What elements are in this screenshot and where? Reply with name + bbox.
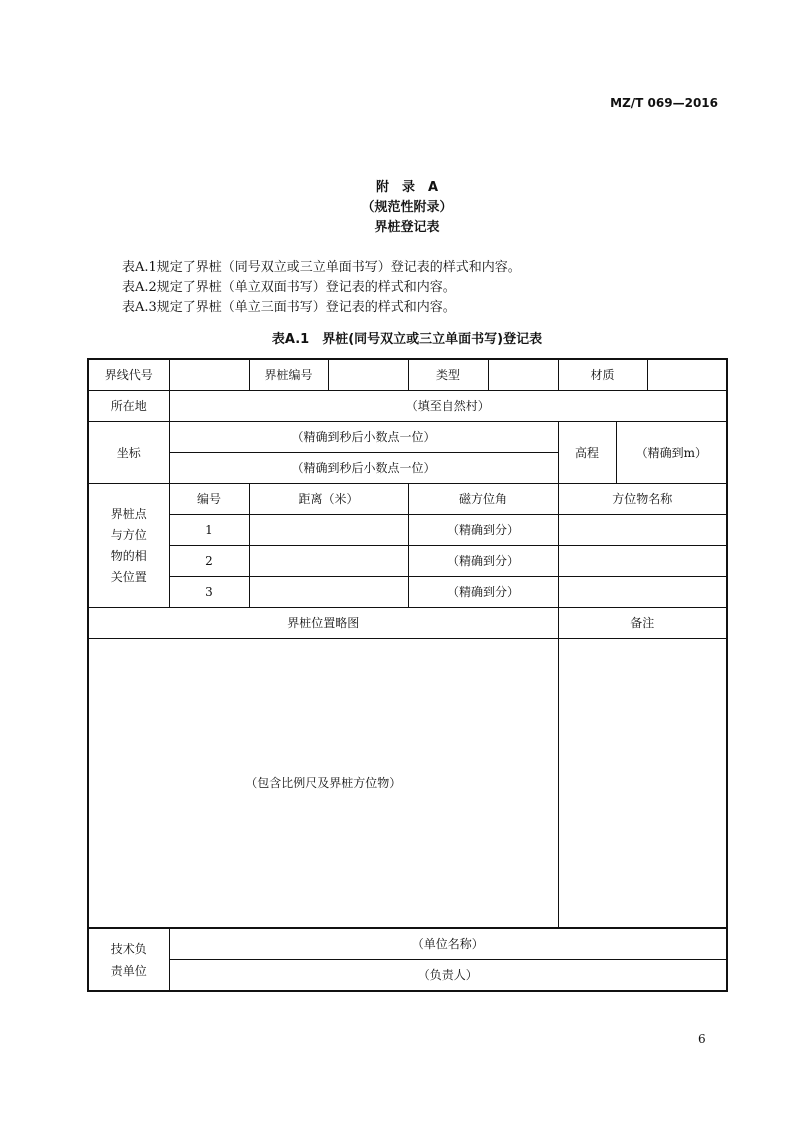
label-type: 类型 [408, 359, 488, 391]
appendix-title: 附 录 A [375, 180, 439, 195]
ref-name-cell[interactable] [558, 515, 727, 546]
marker-no-cell[interactable] [328, 359, 408, 391]
label-remark: 备注 [558, 608, 727, 639]
location-cell[interactable]: （填至自然村） [169, 391, 727, 422]
standard-code: MZ/T 069—2016 [610, 96, 718, 110]
page-number: 6 [698, 1032, 706, 1046]
paragraph: 表A.3规定了界桩（单立三面书写）登记表的样式和内容。 [122, 300, 456, 315]
boundary-code-cell[interactable] [169, 359, 249, 391]
material-cell[interactable] [647, 359, 727, 391]
elevation-cell[interactable]: （精确到m） [616, 422, 727, 484]
label-location: 所在地 [88, 391, 169, 422]
label-marker-no: 界桩编号 [249, 359, 328, 391]
coord-cell-2[interactable]: （精确到秒后小数点一位） [169, 453, 558, 484]
azimuth-cell[interactable]: （精确到分） [408, 577, 558, 608]
row-no: 3 [169, 577, 249, 608]
distance-cell[interactable] [249, 546, 408, 577]
ref-name-cell[interactable] [558, 546, 727, 577]
label-material: 材质 [558, 359, 647, 391]
header-no: 编号 [169, 484, 249, 515]
distance-cell[interactable] [249, 515, 408, 546]
paragraph: 表A.2规定了界桩（单立双面书写）登记表的样式和内容。 [122, 280, 456, 295]
coord-cell-1[interactable]: （精确到秒后小数点一位） [169, 422, 558, 453]
row-no: 1 [169, 515, 249, 546]
distance-cell[interactable] [249, 577, 408, 608]
person-cell[interactable]: （负责人） [169, 960, 727, 992]
appendix-name: 界桩登记表 [374, 220, 440, 235]
ref-name-cell[interactable] [558, 577, 727, 608]
label-boundary-code: 界线代号 [88, 359, 169, 391]
header-ref-name: 方位物名称 [558, 484, 727, 515]
unit-name-cell[interactable]: （单位名称） [169, 928, 727, 960]
header-distance: 距离（米） [249, 484, 408, 515]
type-cell[interactable] [488, 359, 558, 391]
paragraph: 表A.1规定了界桩（同号双立或三立单面书写）登记表的样式和内容。 [122, 260, 521, 275]
remark-area[interactable] [558, 639, 727, 929]
header-azimuth: 磁方位角 [408, 484, 558, 515]
label-relative-position: 界桩点与方位物的相关位置 [88, 484, 169, 608]
label-sketch: 界桩位置略图 [88, 608, 558, 639]
row-no: 2 [169, 546, 249, 577]
table-caption: 表A.1 界桩(同号双立或三立单面书写)登记表 [271, 332, 543, 347]
azimuth-cell[interactable]: （精确到分） [408, 515, 558, 546]
label-elevation: 高程 [558, 422, 616, 484]
appendix-nature: （规范性附录） [361, 200, 453, 215]
sketch-area[interactable]: （包含比例尺及界桩方位物） [88, 639, 558, 929]
label-coord: 坐标 [88, 422, 169, 484]
azimuth-cell[interactable]: （精确到分） [408, 546, 558, 577]
register-table [87, 358, 728, 992]
label-tech-unit: 技术负责单位 [88, 928, 169, 991]
